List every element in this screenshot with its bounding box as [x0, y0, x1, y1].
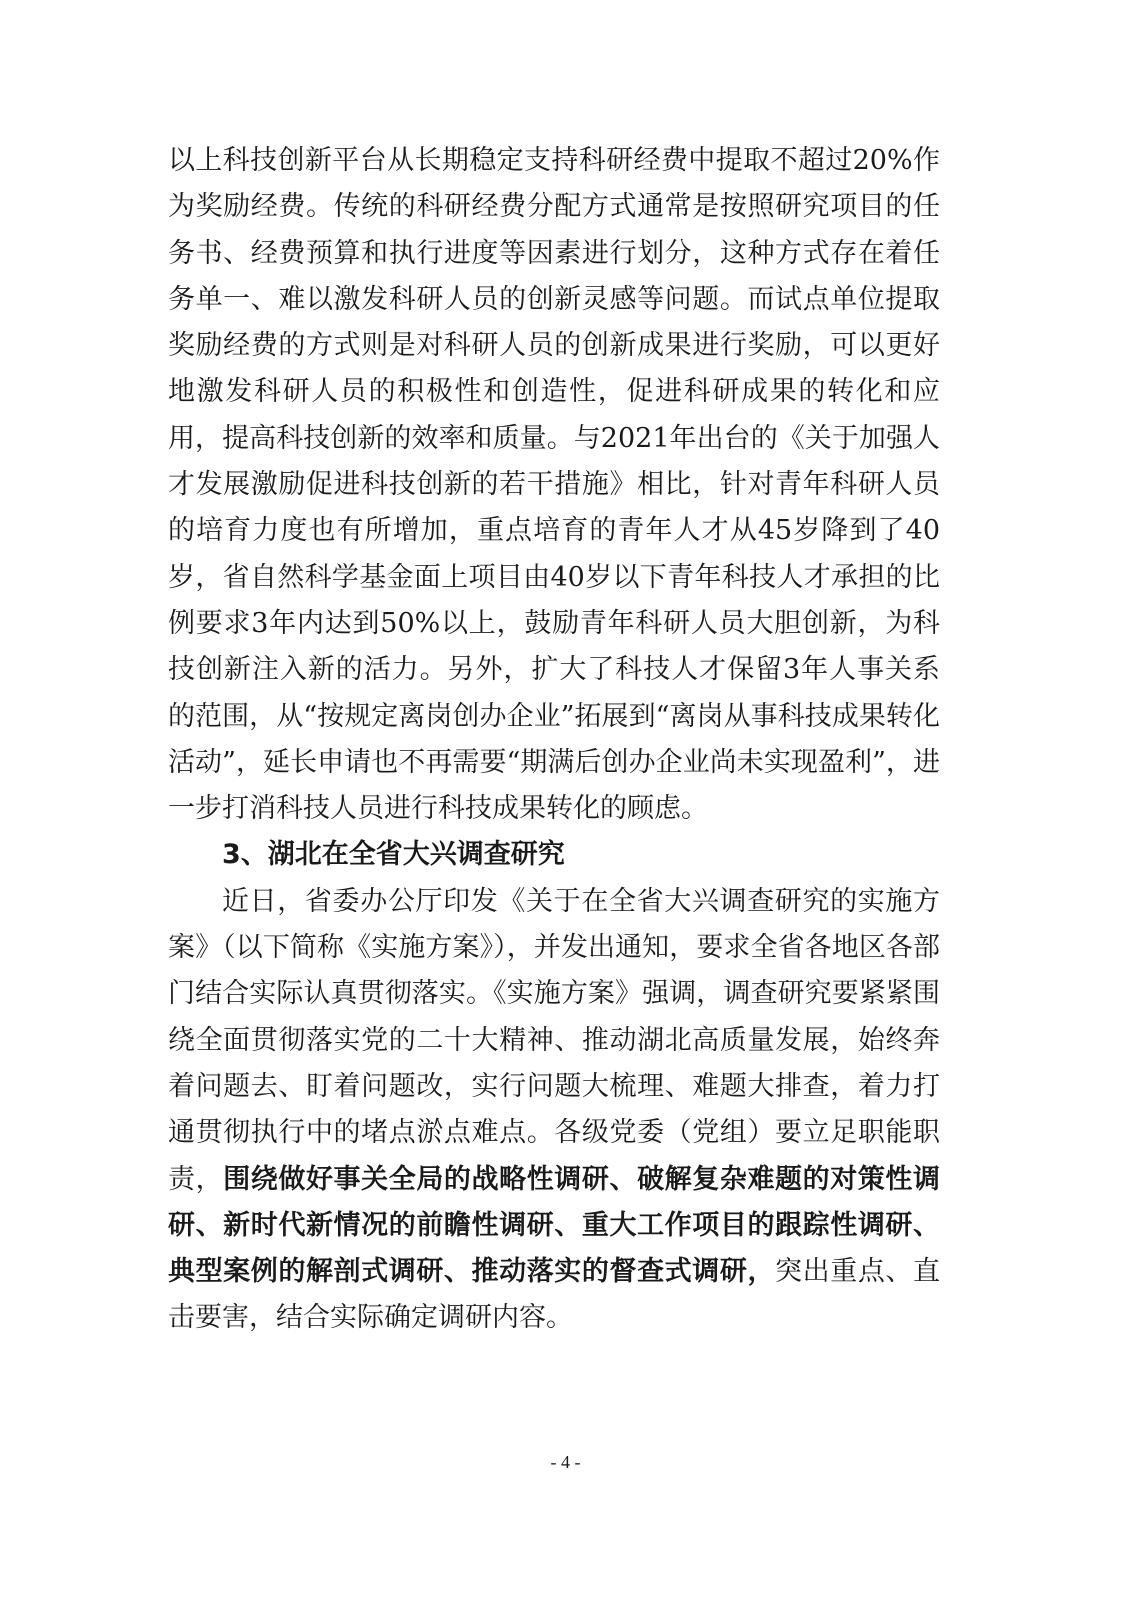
document-body — [168, 138, 940, 1342]
paragraph-text-ending: 突出重点、直击要害，结合实际确定调研内容。 — [168, 1256, 941, 1334]
section-heading: 3、湖北在全省大兴调查研究 — [222, 839, 565, 871]
paragraph-continuation: 以上科技创新平台从长期稳定支持科研经费中提取不超过20%作为奖励经费。传统的科研经费分配方式通常是按照研究项目的任务书、经费预算和执行进度等因素进行划分，这种方式存在着任务单一、难以激发科研人员的创新灵感等问题。而试点单位提取奖励经费的方式则是对科研人员的创新成果进行奖励，可以更好地激发科研人员的积极性和创造性，促进科研成果的转化和应用，提高科技创新的效率和质量。与2021年出台的《关于加强人才发展激励促进科技创新的若干措施》相比，针对青年科研人员的培育力度也有所增加，重点培育的青年人才从45岁降到了40岁，省自然科学基金面上项目由40岁以下青年科技人才承担的比例要求3年内达到50%以上，鼓励青年科研人员大胆创新，为科技创新注入新的活力。另外，扩大了科技人才保留3年人事关系的范围，从“按规定离岗创办企业”拓展到“离岗从事科技成果转化活动”，延长申请也不再需要“期满后创办企业尚未实现盈利”，进一步打消科技人员进行科技成果转化的顾虑。 — [168, 145, 940, 825]
paragraph-implementation-plan — [168, 879, 940, 1342]
paragraph-text-bold: 围绕做好事关全局的战略性调研、破解复杂难题的对策性调研、新时代新情况的前瞻性调研、重大工作项目的跟踪性调研、典型案例的解剖式调研、推动落实的督查式调研， — [168, 1163, 941, 1288]
paragraph-text-regular: 近日，省委办公厅印发《关于在全省大兴调查研究的实施方案》（以下简称《实施方案》），并发出通知，要求全省各地区各部门结合实际认真贯彻落实。《实施方案》强调，调查研究要紧紧围绕全面贯彻落实党的二十大精神、推动湖北高质量发展，始终奔着问题去、盯着问题改，实行问题大梳理、难题大排查，着力打通贯彻执行中的堵点淤点难点。各级党委（党组）要立足职能职责， — [168, 885, 940, 1195]
page-number: - 4 - — [550, 1452, 581, 1472]
